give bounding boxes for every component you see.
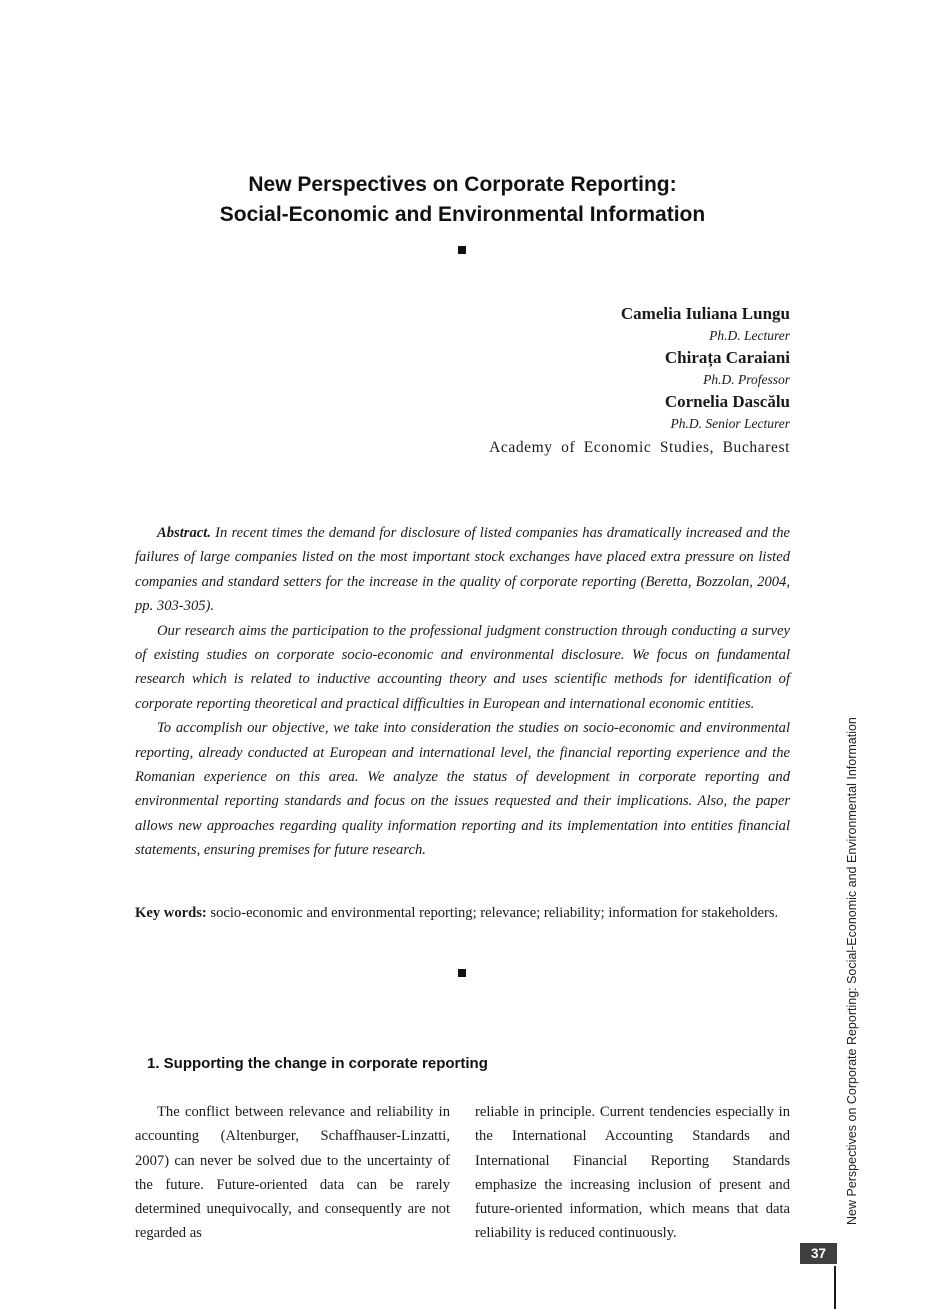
author-role: Ph.D. Lecturer [709, 328, 790, 343]
page-edge-line [834, 1266, 836, 1309]
author-role: Ph.D. Professor [703, 372, 790, 387]
abstract-paragraph-1-text: In recent times the demand for disclosure of listed companies has dramatically increased and the failures of large companies listed on the most important stock exchanges have placed extra pressure on listed companies and standard setters for the increase in the quality of corporate reporting (Beretta, Bozzolan, 2004, pp. 303-305). [135, 525, 790, 615]
section-1-heading: 1. Supporting the change in corporate reporting [147, 1055, 488, 1072]
body-column-left: The conflict between relevance and reliability in accounting (Altenburger, Schaffhauser-Linzatti, 2007) can never be solved due to the uncertainty of the future. Future-oriented data can be rarely determined unequivocally, and consequently are not regarded as [135, 1104, 450, 1242]
divider-square-icon [458, 969, 466, 977]
author-name: Camelia Iuliana Lungu [620, 304, 790, 323]
abstract-paragraph-3: To accomplish our objective, we take into consideration the studies on socio-economic and environmental reporting, already conducted at European and international level, the financial reporting experience and the Romanian experience on this area. We analyze the status of development in corporate reporting and environmental reporting standards and focus on the issues requested and their implications. Also, the paper allows new approaches regarding quality information reporting and its implementation into entities financial statements, ensuring premises for future research. [135, 720, 790, 859]
keywords-block [135, 901, 790, 926]
author-name: Chirața Caraiani [664, 348, 790, 367]
author-role: Ph.D. Senior Lecturer [670, 416, 790, 431]
keywords-label: Key words: [135, 905, 207, 921]
title-line-1: New Perspectives on Corporate Reporting: [248, 173, 677, 196]
paper-title [135, 170, 790, 230]
keywords-text: socio-economic and environmental reporting; relevance; reliability; information for stakeholders. [210, 905, 779, 921]
abstract-paragraph-2: Our research aims the participation to the professional judgment construction through conducting a survey of existing studies on corporate socio-economic and environmental disclosure. We focus on fundamental research which is related to inductive accounting theory and uses scientific methods for identification of corporate reporting theoretical and practical difficulties in European and international economic entities. [135, 622, 790, 712]
two-column-body [135, 1100, 790, 1246]
abstract-label: Abstract. [157, 525, 211, 541]
affiliation: Academy of Economic Studies, Bucharest [489, 439, 790, 456]
title-line-2: Social-Economic and Environmental Information [219, 203, 706, 226]
abstract-paragraph-1 [135, 521, 790, 619]
running-title-vertical: New Perspectives on Corporate Reporting: Social-Economic and Environmental Information [845, 717, 859, 1225]
authors-block [135, 303, 790, 460]
abstract-block [135, 521, 790, 863]
page-number-badge: 37 [800, 1243, 837, 1264]
body-column-right: reliable in principle. Current tendencies especially in the International Accounting Standards and International Financial Reporting Standards emphasize the increasing inclusion of present and future-oriented information, which means that data reliability is reduced continuously. [475, 1104, 790, 1242]
divider-square-icon [458, 246, 466, 254]
author-name: Cornelia Dascălu [664, 392, 790, 411]
